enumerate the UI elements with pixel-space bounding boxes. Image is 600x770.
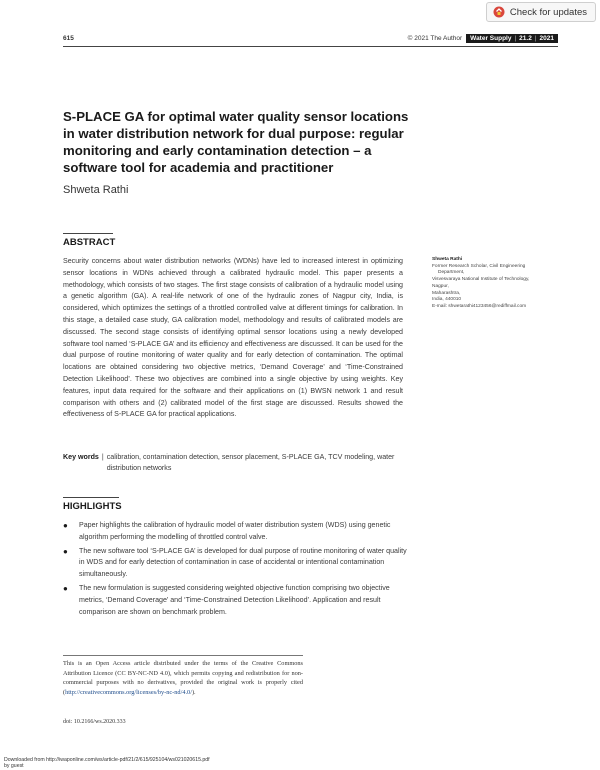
list-item [63, 546, 408, 581]
journal-name: Water Supply [470, 35, 512, 42]
header-rule [63, 46, 558, 47]
affiliation-line: Maharashtra, [432, 290, 461, 296]
affiliation-author-name: Shweta Rathi [432, 257, 463, 262]
author-name: Shweta Rathi [63, 184, 129, 196]
check-for-updates-button[interactable] [486, 2, 596, 22]
list-item [63, 583, 408, 618]
doi[interactable]: doi: 10.2166/ws.2020.333 [63, 719, 126, 725]
abstract-heading: ABSTRACT [63, 237, 116, 248]
list-item [63, 520, 408, 544]
license-suffix: ). [191, 688, 196, 696]
keywords-list: calibration, contamination detection, sensor placement, S-PLACE GA, TCV modeling, water distribution networks [106, 453, 395, 472]
journal-badge[interactable] [466, 34, 558, 43]
keywords-separator: | [101, 453, 104, 461]
email-label: E-mail: [432, 303, 447, 309]
abstract-rule [63, 233, 113, 234]
journal-volume: 21.2 [519, 35, 532, 42]
highlight-text: The new formulation is suggested considering weighted objective function comprising two objective metrics, ‘Demand Coverage’ and ‘Time-Constrained Detection Likelihood’. Application and result comparison are shown on benchmark problem. [79, 583, 390, 616]
check-updates-icon [493, 6, 505, 18]
affiliation-line: India, 440010 [432, 297, 462, 303]
check-updates-label: Check for updates [509, 6, 587, 18]
download-line: Downloaded from http://iwaponline.com/ws/article-pdf/21/2/615/925104/ws021020615.pdf [4, 757, 210, 763]
highlight-text: The new software tool ‘S-PLACE GA’ is developed for dual purpose of routine monitoring of water quality in WDS and for early detection of contamination in case of accidental or intentional contamination simultaneously. [79, 546, 407, 579]
highlight-text: Paper highlights the calibration of hydraulic model of water distribution system (WDS) using genetic algorithm performing the modelling of throttled control valve. [79, 521, 391, 541]
affiliation-line: Department, [438, 270, 465, 276]
license-notice [63, 659, 303, 697]
running-header [408, 34, 558, 43]
separator: | [534, 35, 537, 42]
download-stamp [4, 757, 210, 769]
highlights-list [63, 520, 408, 620]
highlights-rule [63, 497, 119, 498]
bullet-icon: ● [63, 521, 68, 530]
affiliation-email [432, 304, 562, 311]
license-rule [63, 655, 303, 656]
author-affiliation [432, 257, 562, 311]
page-number: 615 [63, 35, 74, 42]
keywords-label: Key words [63, 453, 99, 461]
license-link[interactable]: http://creativecommons.org/licenses/by-nc-nd/4.0/ [65, 688, 192, 696]
download-line: by guest [4, 763, 24, 769]
affiliation-line: Nagpur, [432, 283, 449, 289]
journal-year: 2021 [539, 35, 554, 42]
affiliation-line: Visvesvaraya National Institute of Technology, [432, 277, 530, 283]
copyright-notice: © 2021 The Author [407, 35, 463, 42]
bullet-icon: ● [63, 546, 68, 556]
license-text: This is an Open Access article distributed under the terms of the Creative Commons Attribution Licence (CC BY-NC-ND 4.0), which permits copying and redistribution for non-commercial purposes with no derivatives, provided the original work is properly cited ( [63, 660, 303, 696]
highlights-heading: HIGHLIGHTS [63, 501, 122, 512]
email-link[interactable]: shwetarathi4123456@rediffmail.com [448, 303, 527, 309]
bullet-icon: ● [63, 583, 68, 593]
abstract-text: Security concerns about water distribution networks (WDNs) have led to increased interest in optimizing sensor locations in WDNs achieved through a calibrated hydraulic model. This paper presents a methodology, which consists of two stages. The first stage consists of calibration of a hydraulic model using a genetic algorithm (GA). A real-life network of one of the hydraulic zones of Nagpur city, India, is considered, which optimizes the settings of a throttled controlled valve at different timings for calibration. In this stage, a detailed case study, GA calibration model, methodology and results of calibrated models are discussed. The second stage consists of identifying optimal sensor locations using a newly developed software tool named ‘S-PLACE GA’ and its efficiency and effectiveness are discussed. It can be used for the dual purpose of routine monitoring of water quality and for early detection of contamination. The optimal locations are obtained considering two objective metrics, ‘Demand Coverage’ and ‘Time-Constrained Detection Likelihood’. These two objectives are combined into a single objective by using weights. Key features, input data required for the software and their applications on (1) BWSN network 1 and result comparison with others and (2) calibrated model of the first stage are discussed. Results showed the effectiveness of S-PLACE GA for practical applications. [63, 257, 403, 419]
separator: | [514, 35, 517, 42]
article-title: S-PLACE GA for optimal water quality sensor locations in water distribution network for dual purpose: regular monitoring and early contamination detection – a software tool for academia and practitioner [63, 109, 409, 175]
affiliation-line: Former Research Scholar, Civil Engineering [432, 263, 526, 269]
keywords [63, 452, 403, 474]
